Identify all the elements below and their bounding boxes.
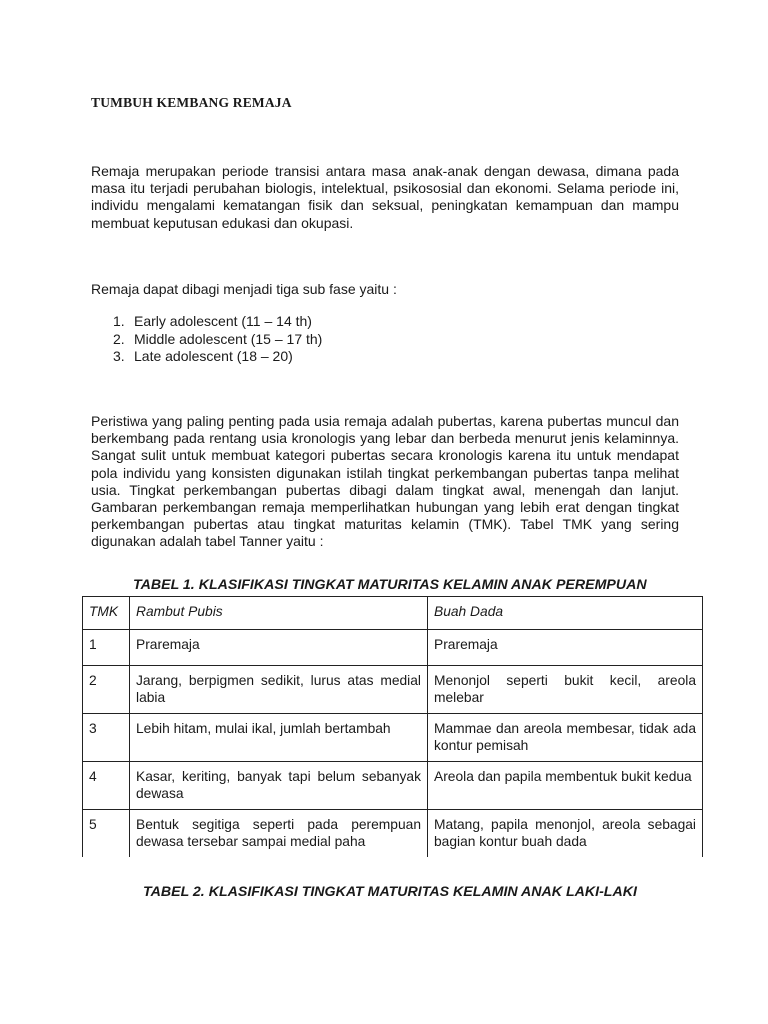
table1-caption: TABEL 1. KLASIFIKASI TINGKAT MATURITAS KELAMIN ANAK PEREMPUAN — [133, 577, 647, 593]
list-item — [91, 348, 322, 366]
cell-buah-dada: Matang, papila menonjol, areola sebagai bagian kontur buah dada — [428, 810, 703, 858]
header-buah-dada: Buah Dada — [428, 597, 703, 630]
cell-tmk: 4 — [83, 762, 130, 810]
cell-rambut-pubis: Lebih hitam, mulai ikal, jumlah bertambah — [130, 714, 428, 762]
document-title: TUMBUH KEMBANG REMAJA — [91, 95, 292, 110]
list-text: Early adolescent (11 – 14 th) — [134, 313, 312, 329]
header-rambut-pubis: Rambut Pubis — [130, 597, 428, 630]
list-item — [91, 331, 322, 349]
maturity-table-female — [82, 596, 703, 857]
list-number: 3. — [113, 348, 125, 364]
cell-tmk: 2 — [83, 666, 130, 714]
cell-tmk: 5 — [83, 810, 130, 858]
table2-caption: TABEL 2. KLASIFIKASI TINGKAT MATURITAS KELAMIN ANAK LAKI-LAKI — [143, 884, 637, 900]
header-tmk: TMK — [83, 597, 130, 630]
cell-rambut-pubis: Kasar, keriting, banyak tapi belum sebanyak dewasa — [130, 762, 428, 810]
cell-rambut-pubis: Jarang, berpigmen sedikit, lurus atas medial labia — [130, 666, 428, 714]
paragraph-puberty: Peristiwa yang paling penting pada usia remaja adalah pubertas, karena pubertas muncul dan berkembang pada rentang usia kronologis yang lebar dan berbeda menurut jenis kelaminnya. Sangat sulit untuk membuat kategori pubertas secara kronologis karena itu untuk mendapat pola individu yang konsisten digunakan istilah tingkat perkembangan pubertas tanpa melihat usia. Tingkat perkembangan pubertas dibagi dalam tingkat awal, menengah dan lanjut. Gambaran perkembangan remaja memperlihatkan hubungan yang lebih erat dengan tingkat perkembangan pubertas atau tingkat maturitas kelamin (TMK). Tabel TMK yang sering digunakan adalah tabel Tanner yaitu : — [91, 413, 679, 550]
list-text: Late adolescent (18 – 20) — [134, 348, 293, 364]
list-text: Middle adolescent (15 – 17 th) — [134, 330, 323, 347]
table-row — [83, 810, 703, 858]
table-header-row — [83, 597, 703, 630]
table-row — [83, 714, 703, 762]
table-row — [83, 762, 703, 810]
cell-rambut-pubis: Bentuk segitiga seperti pada perempuan dewasa tersebar sampai medial paha — [130, 810, 428, 858]
list-number: 2. — [113, 330, 125, 347]
table-row — [83, 630, 703, 666]
cell-buah-dada: Mammae dan areola membesar, tidak ada kontur pemisah — [428, 714, 703, 762]
paragraph-definition: Remaja merupakan periode transisi antara masa anak-anak dengan dewasa, dimana pada masa itu terjadi perubahan biologis, intelektual, psikososial dan ekonomi. Selama periode ini, individu mengalami kematangan fisik dan seksual, peningkatan kemampuan dan mampu membuat keputusan edukasi dan okupasi. — [91, 163, 679, 231]
table-row — [83, 666, 703, 714]
cell-buah-dada: Menonjol seperti bukit kecil, areola melebar — [428, 666, 703, 714]
cell-rambut-pubis: Praremaja — [130, 630, 428, 666]
cell-buah-dada: Areola dan papila membentuk bukit kedua — [428, 762, 703, 810]
phases-intro: Remaja dapat dibagi menjadi tiga sub fase yaitu : — [91, 281, 397, 297]
cell-tmk: 1 — [83, 630, 130, 666]
cell-tmk: 3 — [83, 714, 130, 762]
phases-list — [91, 313, 322, 366]
list-number: 1. — [113, 313, 125, 329]
cell-buah-dada: Praremaja — [428, 630, 703, 666]
list-item — [91, 313, 322, 331]
